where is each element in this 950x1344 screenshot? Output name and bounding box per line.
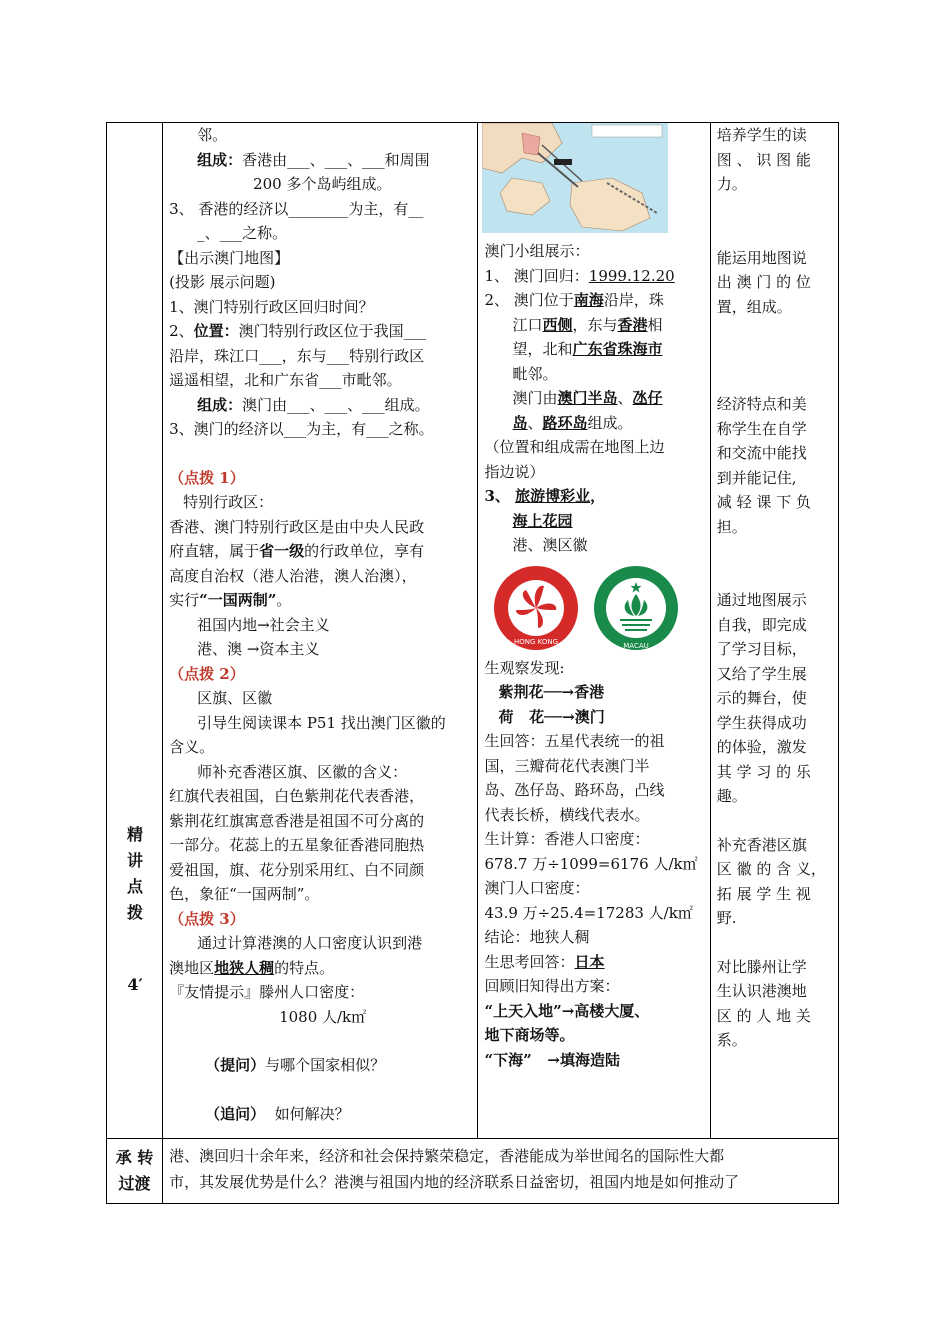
text-line: 紫荆花红旗寓意香港是祖国不可分离的 (169, 811, 425, 830)
text-fragment: 的行政单位，享有 (304, 542, 425, 560)
intent-line: 能运用地图说 (716, 248, 807, 267)
text-fragment: 沿岸，珠 (603, 291, 664, 309)
stage-label-cell (107, 123, 163, 1139)
text-line: 回顾旧知得出方案： (484, 977, 620, 995)
text-line: 结论：地狭人稠 (484, 928, 590, 946)
stage-label-char: 拨 (126, 903, 143, 922)
design-intent-cell (710, 123, 838, 1139)
text-fragment: 与哪个国家相似？ (265, 1056, 386, 1074)
intent-line: 图 、 识 图 能 (716, 150, 811, 169)
text-line: 红旗代表祖国，白色紫荆花代表香港， (169, 787, 425, 805)
transition-label-line: 承 转 (115, 1148, 154, 1167)
text-line: 区旗、区徽 (197, 689, 273, 707)
intent-line: 其 学 习 的 乐 (716, 762, 811, 781)
intent-line: 又给了学生展 (716, 664, 807, 683)
text-fragment: 旅游博彩业 (515, 487, 591, 505)
text-fragment: “一国两制” (199, 591, 277, 609)
text-fragment: 组成。 (587, 413, 633, 432)
text-line: 地下商场等。 (484, 1026, 575, 1044)
text-fragment: 日本 (574, 952, 605, 971)
text-line: 代表长桥，横线代表水。 (484, 805, 650, 824)
text-fragment: 香港 (617, 315, 648, 334)
intent-line: 了学习目标， (716, 640, 807, 658)
intent-line: 对比滕州让学 (716, 957, 807, 976)
text-line: 引导生阅读课本 P51 找出澳门区徽的 (197, 713, 446, 732)
text-fragment: 如何解决？ (265, 1104, 350, 1123)
transition-label (107, 1139, 162, 1197)
stage-label-char: 精 (126, 825, 143, 844)
transition-line: 市，其发展优势是什么？港澳与祖国内地的经济联系日益密切，祖国内地是如何推动了 (169, 1173, 740, 1191)
text-line: 香港、澳门特别行政区是由中央人民政 (169, 517, 425, 536)
intent-line: 担。 (716, 517, 747, 536)
text-fragment: 路环岛 (542, 413, 588, 432)
text-line: 生观察发现: (484, 658, 565, 677)
text-line: 澳门人口密度： (484, 879, 590, 897)
intent-line: 的体验，激发 (716, 738, 807, 756)
text-fragment: 、 (617, 389, 633, 407)
label-composition: 组成： (197, 150, 243, 169)
intent-line: 示的舞台，使 (716, 689, 807, 707)
text-line: 一部分。花蕊上的五星象征香港同胞热 (169, 836, 425, 854)
text-line: 遥遥相望，北和广东省___市毗邻。 (169, 371, 402, 389)
tip-heading-2: （点拨 2） (169, 664, 245, 683)
intent-line: 称学生在自学 (716, 419, 807, 438)
text-line: “上天入地”→高楼大厦、 (484, 1001, 650, 1020)
text-line: 毗邻。 (512, 364, 558, 383)
intent-line: 自我，即完成 (716, 615, 807, 634)
text-line: 指边说） (484, 462, 545, 481)
label-location: 位置： (193, 322, 239, 340)
intent-line: 补充香港区旗 (716, 835, 807, 854)
text-fragment: 地狭人稠 (214, 958, 275, 977)
tip-heading-3: （点拨 3） (169, 909, 245, 928)
text-line: 200 多个岛屿组成。 (253, 175, 392, 193)
time-label: 4′ (127, 975, 143, 994)
text-line: _、___之称。 (197, 224, 288, 242)
student-activity-cell (478, 123, 710, 1139)
text-line: 通过计算港澳的人口密度认识到港 (197, 934, 423, 952)
text-fragment: ， (590, 487, 606, 505)
transition-line: 港、澳回归十余年来，经济和社会保持繁荣稳定，香港能成为举世闻名的国际性大都 (169, 1147, 725, 1165)
teacher-activity (163, 123, 477, 1126)
text-fragment: 澳地区 (169, 958, 215, 977)
transition-label-cell (107, 1139, 163, 1204)
text-line: 荷 花──→澳门 (498, 707, 605, 726)
text-fragment: 澳门特别行政区位于我国___ (238, 322, 427, 340)
intent-line: 和交流中能找 (716, 444, 807, 462)
text-line: 678.7 万÷1099=6176 人/k㎡ (484, 854, 698, 873)
mo-emblem-text: MACAU (623, 641, 650, 650)
text-fragment: 望，北和 (512, 340, 573, 358)
intent-line: 到并能记住, (716, 468, 797, 487)
text-fragment: 南海 (573, 291, 604, 309)
text-fragment: 生思考回答： (484, 952, 575, 971)
intent-line: 系。 (716, 1031, 747, 1049)
intent-line: 培养学生的读 (716, 126, 807, 144)
text-line: (投影 展示问题) (169, 273, 276, 291)
text-fragment: 海上花园 (512, 511, 573, 530)
text-line: 生回答：五星代表统一的祖 (484, 732, 665, 750)
text-fragment: 西侧 (542, 315, 573, 334)
text-line: 沿岸，珠江口___，东与___特别行政区 (169, 346, 425, 365)
text-line: 港、澳 →资本主义 (197, 640, 320, 658)
design-intent (711, 123, 838, 1053)
text-line: 色，象征“一国两制”。 (169, 885, 320, 903)
text-line: 特别行政区： (183, 493, 274, 511)
text-line: 生计算：香港人口密度： (484, 830, 650, 848)
text-line: 香港由___、___、___和周围 (242, 150, 430, 169)
intent-line: 力。 (716, 175, 747, 193)
text-line: 3、 香港的经济以________为主，有__ (169, 199, 424, 218)
text-fragment: 实行 (169, 591, 200, 609)
intent-line: 趣。 (716, 787, 747, 805)
text-line: 高度自治权（港人治港，澳人治澳）， (169, 566, 417, 585)
intent-line: 区 徽 的 含 义， (716, 860, 826, 878)
text-fragment: 江口 (512, 315, 543, 334)
intent-line: 出 澳 门 的 位 (716, 273, 811, 291)
intent-line: 经济特点和美 (716, 395, 807, 413)
text-fragment: 广东省珠海市 (572, 340, 663, 358)
text-fragment: 相 (647, 315, 663, 334)
text-fragment: ，东与 (572, 315, 618, 334)
text-fragment: 、 (527, 413, 543, 432)
transition-text (163, 1139, 838, 1199)
text-line: 国，三瓣荷花代表澳门半 (484, 756, 650, 775)
text-fragment: 的特点。 (274, 958, 335, 977)
text-fragment: 府直辖，属于 (169, 542, 260, 560)
macau-map-image (482, 123, 668, 233)
text-fragment: 2、 (169, 322, 194, 340)
text-line: 岛、氹仔岛、路环岛，凸线 (484, 781, 665, 799)
intent-line: 置，组成。 (716, 297, 792, 316)
emblems-row (492, 564, 705, 652)
stage-label-char: 讲 (126, 851, 143, 870)
intent-line: 野. (716, 909, 737, 927)
text-fragment: 1、 澳门回归： (484, 266, 589, 285)
label-composition: 组成： (197, 395, 243, 414)
text-line: 师补充香港区旗、区徽的含义： (197, 762, 408, 781)
text-fragment: 氹仔 (632, 389, 663, 407)
intent-line: 拓 展 学 生 视 (716, 884, 811, 903)
transition-text-cell (163, 1139, 839, 1204)
text-fragment: 澳门半岛 (557, 389, 618, 407)
student-activity (478, 123, 709, 1072)
intent-line: 生认识港澳地 (716, 982, 807, 1000)
text-fragment: 1999.12.20 (588, 266, 675, 285)
section-heading: 【出示澳门地图】 (169, 248, 290, 267)
text-fragment: 省一级 (259, 542, 305, 560)
text-line: 43.9 万÷25.4=17283 人/k㎡ (484, 903, 693, 922)
text-line: “下海” →填海造陆 (484, 1050, 620, 1069)
macau-emblem-icon (592, 564, 680, 652)
text-line: 爱祖国，旗、花分别采用红、白不同颜 (169, 860, 425, 879)
text-line: 澳门小组展示： (484, 242, 590, 260)
text-fragment: 2、 澳门位于 (484, 291, 574, 309)
text-line: 祖国内地→社会主义 (197, 615, 330, 634)
question-label: （提问） (205, 1056, 266, 1074)
text-fragment: 岛 (512, 413, 528, 432)
hk-emblem-text: HONG KONG (514, 637, 559, 646)
followup-label: （追问） (205, 1104, 266, 1123)
teacher-activity-cell (163, 123, 478, 1139)
text-line: 港、澳区徽 (512, 536, 588, 554)
text-line: 邻。 (197, 126, 228, 144)
text-line: 紫荆花──→香港 (498, 683, 605, 701)
intent-line: 区 的 人 地 关 (716, 1006, 811, 1025)
stage-label-char: 点 (126, 877, 143, 896)
question-line: 3、澳门的经济以___为主，有___之称。 (169, 420, 434, 438)
text-fragment: 澳门由 (512, 389, 558, 407)
tip-heading-1: （点拨 1） (169, 468, 245, 487)
text-fragment: 澳门由___、___、___组成。 (242, 395, 430, 414)
text-line: 『友情提示』滕州人口密度： (169, 983, 365, 1001)
intent-line: 通过地图展示 (716, 591, 807, 609)
lesson-plan-table (106, 122, 839, 1204)
intent-line: 减 轻 课 下 负 (716, 493, 811, 511)
question-line: 1、澳门特别行政区回归时间？ (169, 297, 374, 316)
hong-kong-emblem-icon (492, 564, 580, 652)
text-fragment: 3、 (484, 487, 516, 505)
text-line: （位置和组成需在地图上边 (484, 438, 665, 456)
intent-line: 学生获得成功 (716, 713, 807, 732)
text-line: 1080 人/k㎡ (279, 1007, 367, 1026)
text-line: 含义。 (169, 738, 215, 756)
transition-label-line: 过渡 (118, 1174, 151, 1193)
text-fragment: 。 (276, 591, 292, 609)
